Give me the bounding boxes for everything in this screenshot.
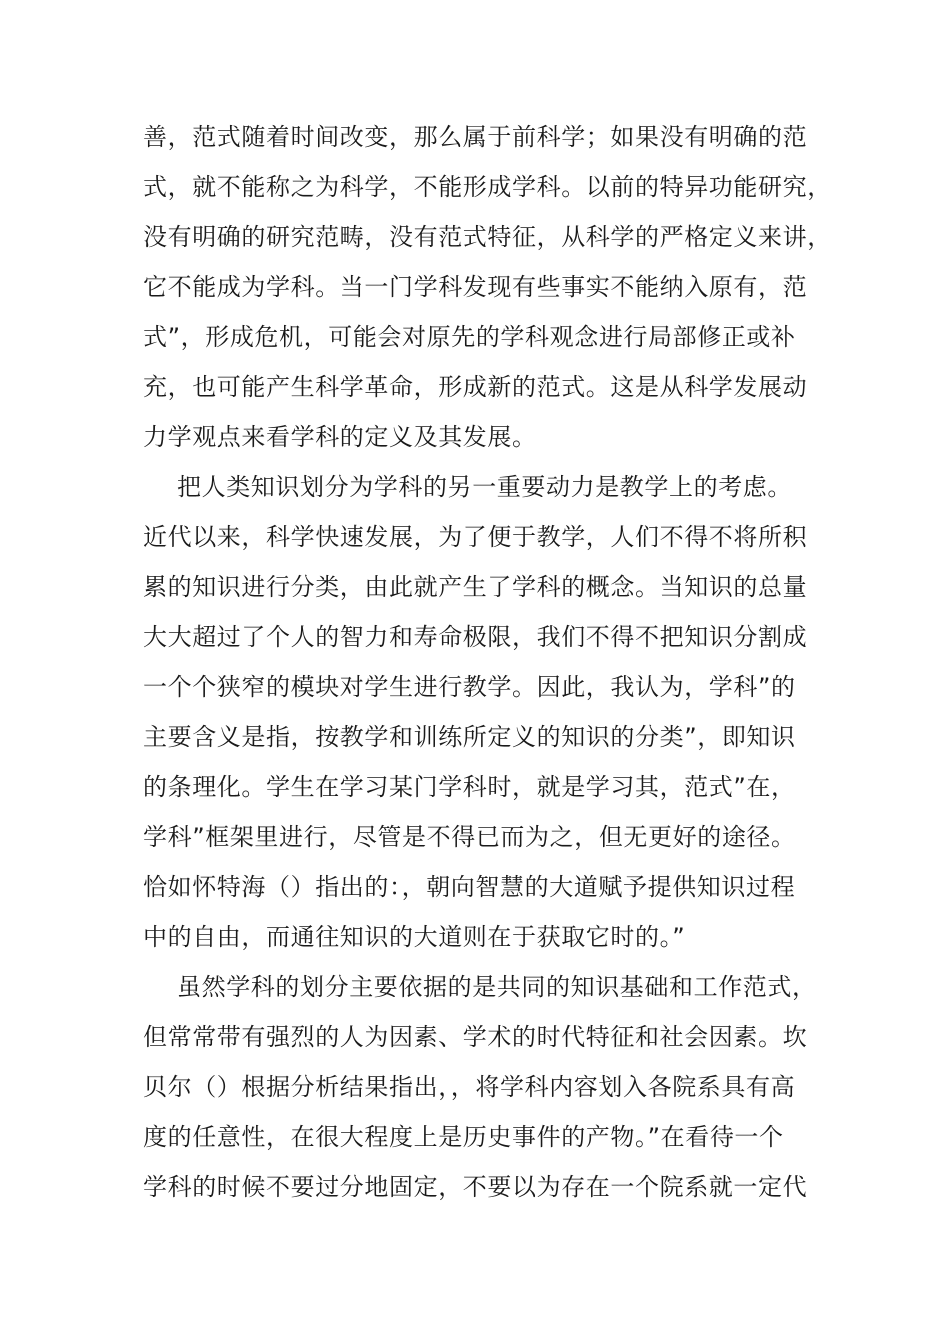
- text-line: 它不能成为学科。当一门学科发现有些事实不能纳入原有，范: [143, 273, 808, 301]
- text-line: 主要含义是指，按教学和训练所定义的知识的分类”，即知识: [143, 723, 796, 751]
- text-line: 式”，形成危机，可能会对原先的学科观念进行局部修正或补: [143, 323, 796, 351]
- text-line: 的条理化。学生在学习某门学科时，就是学习其，范式”在，: [143, 773, 796, 801]
- text-line: 虽然学科的划分主要依据的是共同的知识基础和工作范式，: [177, 973, 817, 1001]
- text-line: 充，也可能产生科学革命，形成新的范式。这是从科学发展动: [143, 373, 808, 401]
- text-line: 大大超过了个人的智力和寿命极限，我们不得不把知识分割成: [143, 623, 808, 651]
- text-line: 恰如怀特海（）指出的：，朝向智慧的大道赋予提供知识过程: [143, 873, 796, 901]
- paragraph-1: [143, 112, 832, 462]
- text-line: 一个个狭窄的模块对学生进行教学。因此，我认为，学科”的: [143, 673, 796, 701]
- text-line: 度的任意性，在很大程度上是历史事件的产物。”在看待一个: [143, 1123, 784, 1151]
- text-line: 但常常带有强烈的人为因素、学术的时代特征和社会因素。坎: [143, 1023, 808, 1051]
- paragraph-3: [143, 962, 817, 1212]
- text-line: 学科”框架里进行，尽管是不得已而为之，但无更好的途径。: [143, 823, 796, 851]
- paragraph-2: [143, 462, 813, 962]
- text-line: 力学观点来看学科的定义及其发展。: [143, 423, 537, 451]
- text-line: 贝尔（）根据分析结果指出，，将学科内容划入各院系具有高: [143, 1073, 796, 1101]
- text-line: 没有明确的研究范畴，没有范式特征，从科学的严格定义来讲，: [143, 223, 832, 251]
- text-line: 式，就不能称之为科学，不能形成学科。以前的特异功能研究，: [143, 173, 832, 201]
- text-line: 中的自由，而通往知识的大道则在于获取它时的。”: [143, 923, 686, 951]
- text-line: 把人类知识划分为学科的另一重要动力是教学上的考虑。: [177, 473, 792, 501]
- text-line: 近代以来，科学快速发展，为了便于教学，人们不得不将所积: [143, 523, 808, 551]
- text-line: 学科的时候不要过分地固定，不要以为存在一个院系就一定代: [143, 1173, 808, 1201]
- text-line: 善，范式随着时间改变，那么属于前科学；如果没有明确的范: [143, 123, 808, 151]
- text-line: 累的知识进行分类，由此就产生了学科的概念。当知识的总量: [143, 573, 808, 601]
